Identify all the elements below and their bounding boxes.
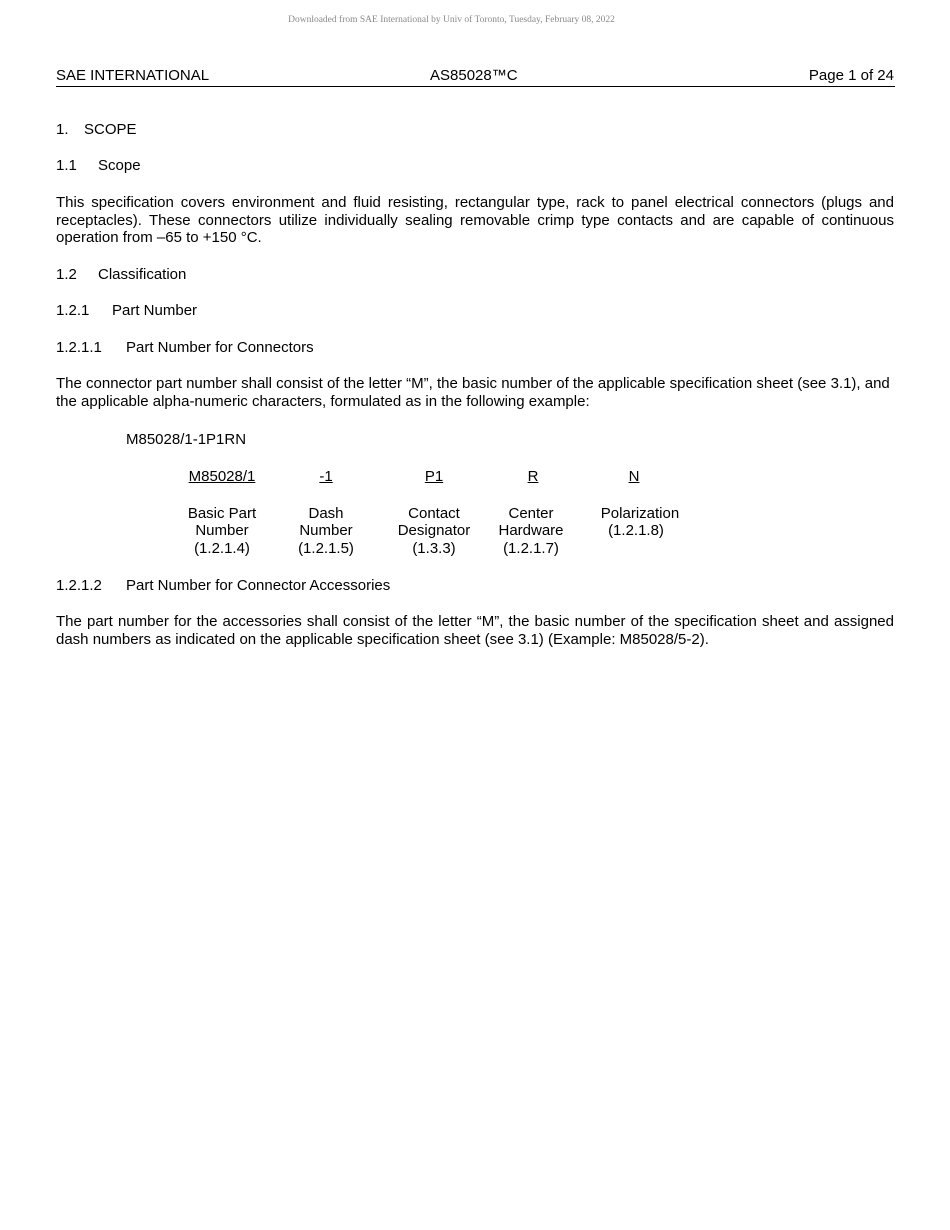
breakdown-basic-part-number: M85028/1 Basic Part Number (1.2.1.4) [167,468,277,557]
scope-paragraph: This specification covers environment and fluid resisting, rectangular type, rack to panel electrical connectors (plugs and receptacles). These connectors utilize individually sealing removable crimp type contacts and are capable of continuous operation from –65 to +150 °C. [56,194,894,247]
heading-1-1-scope [56,156,141,175]
heading-title: Classification [98,266,187,283]
heading-1-2-classification [56,265,186,284]
heading-1-2-1-part-number [56,301,197,320]
heading-title: Part Number for Connector Accessories [126,577,391,594]
heading-number: 1.1 [56,157,77,174]
example-part-number: M85028/1-1P1RN [126,431,247,448]
heading-number: 1.2.1 [56,302,90,319]
heading-title: Scope [98,157,141,174]
header-page-number: Page 1 of 24 [808,67,894,84]
breakdown-code: R [527,468,539,485]
heading-number: 1.2.1.1 [56,339,102,356]
breakdown-dash-number: -1 Dash Number (1.2.1.5) [271,468,381,557]
header-publisher: SAE INTERNATIONAL [56,67,210,84]
page-header [56,66,895,87]
breakdown-center-hardware: R Center Hardware (1.2.1.7) [476,468,586,557]
accessories-part-number-paragraph: The part number for the accessories shall consist of the letter “M”, the basic number of the specification sheet and assigned dash numbers as indicated on the applicable specification sheet (see 3.1) (Example: M85028/5-2). [56,613,894,648]
heading-number: 1.2 [56,266,77,283]
heading-title: SCOPE [84,121,137,138]
heading-1-scope [56,120,137,139]
breakdown-code: M85028/1 [188,468,256,485]
breakdown-polarization: N Polarization (1.2.1.8) [585,468,695,540]
download-watermark: Downloaded from SAE International by Univ of Toronto, Tuesday, February 08, 2022 [288,15,615,25]
heading-title: Part Number for Connectors [126,339,314,356]
heading-1-2-1-2-accessories [56,576,390,595]
breakdown-code: N [628,468,640,485]
heading-1-2-1-1-connectors [56,338,314,357]
heading-title: Part Number [112,302,198,319]
breakdown-code: P1 [424,468,444,485]
header-document-number: AS85028™C [430,67,518,84]
connector-part-number-paragraph: The connector part number shall consist of the letter “M”, the basic number of the applicable specification sheet (see 3.1), and the applicable alpha-numeric characters, formulated as in the following example: [56,375,890,410]
heading-number: 1. [56,121,69,138]
breakdown-code: -1 [319,468,333,485]
heading-number: 1.2.1.2 [56,577,102,594]
breakdown-contact-designator: P1 Contact Designator (1.3.3) [379,468,489,557]
